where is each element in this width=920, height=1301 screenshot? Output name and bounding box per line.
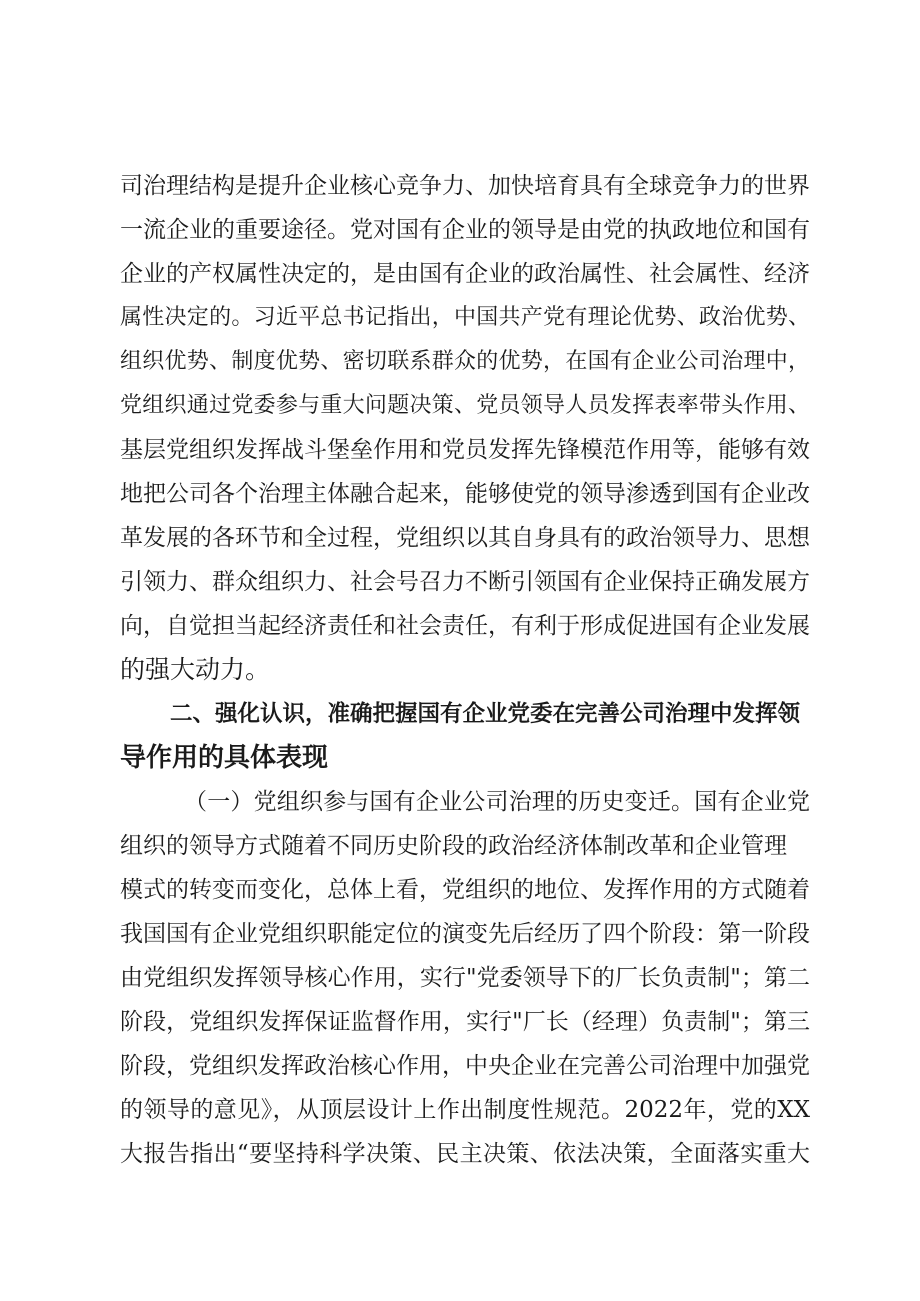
text-line: 阶段，党组织发挥保证监督作用，实行"厂长（经理）负责制"；第三 xyxy=(120,1009,810,1035)
text-line: 司治理结构是提升企业核心竞争力、加快培育具有全球竞争力的世界 xyxy=(120,173,810,199)
text-line: 引领力、群众组织力、社会号召力不断引领国有企业保持正确发展方 xyxy=(120,569,810,595)
text-line: 阶段，党组织发挥政治核心作用，中央企业在完善公司治理中加强党 xyxy=(120,1053,810,1079)
text-line: 组织的领导方式随着不同历史阶段的政治经济体制改革和企业管理 xyxy=(120,833,787,859)
text-line: 属性决定的。习近平总书记指出，中国共产党有理论优势、政治优势、 xyxy=(120,305,810,330)
text-line: 大报告指出“要坚持科学决策、民主决策、依法决策，全面落实重大 xyxy=(120,1141,810,1167)
text-line: 组织优势、制度优势、密切联系群众的优势，在国有企业公司治理中， xyxy=(120,349,810,374)
text-line: 革发展的各环节和全过程，党组织以其自身具有的政治领导力、思想 xyxy=(120,525,810,551)
text-line: 地把公司各个治理主体融合起来，能够使党的领导渗透到国有企业改 xyxy=(120,481,810,507)
text-line: 的强大动力。 xyxy=(120,655,271,684)
text-line: 企业的产权属性决定的，是由国有企业的政治属性、社会属性、经济 xyxy=(120,261,810,287)
text-line: 向，自觉担当起经济责任和社会责任，有利于形成促进国有企业发展 xyxy=(120,613,810,639)
text-line: 的领导的意见》，从顶层设计上作出制度性规范。2022年，党的XX xyxy=(120,1097,810,1123)
text-line: 我国国有企业党组织职能定位的演变先后经历了四个阶段：第一阶段 xyxy=(120,921,810,947)
heading-line: 导作用的具体表现 xyxy=(120,743,329,773)
text-line: （一）党组织参与国有企业公司治理的历史变迁。国有企业党 xyxy=(184,789,810,815)
heading-line: 二、强化认识，准确把握国有企业党委在完善公司治理中发挥领 xyxy=(170,701,801,727)
text-line: 基层党组织发挥战斗堡垒作用和党员发挥先锋模范作用等，能够有效 xyxy=(120,437,810,463)
text-line: 党组织通过党委参与重大问题决策、党员领导人员发挥表率带头作用、 xyxy=(120,393,810,418)
text-line: 模式的转变而变化，总体上看，党组织的地位、发挥作用的方式随着 xyxy=(120,877,810,903)
text-line: 一流企业的重要途径。党对国有企业的领导是由党的执政地位和国有 xyxy=(120,217,810,243)
text-line: 由党组织发挥领导核心作用，实行"党委领导下的厂长负责制"；第二 xyxy=(120,965,810,991)
